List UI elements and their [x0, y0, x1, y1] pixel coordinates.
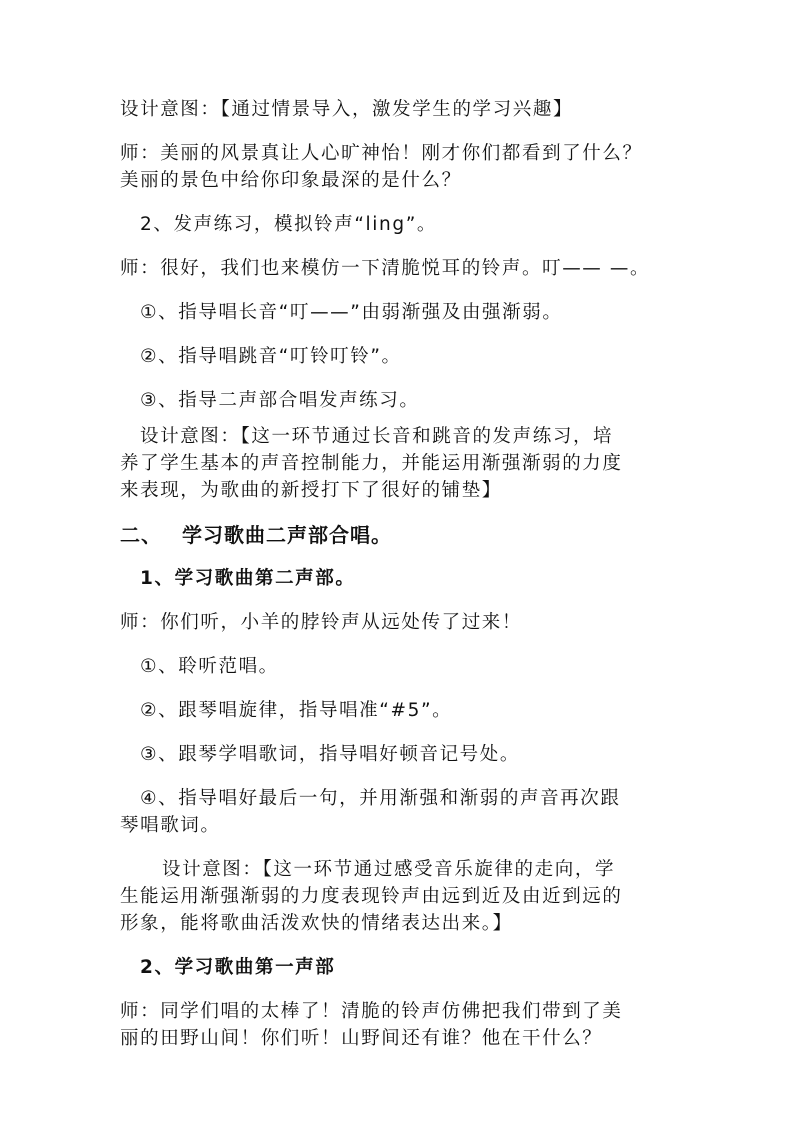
sub-step-last-phrase-cont: 琴唱歌词。	[120, 815, 221, 836]
teacher-line-4: 师：同学们唱的太棒了！清脆的铃声仿佛把我们带到了美	[120, 1001, 623, 1022]
step-2-first-part: 2、学习歌曲第一声部	[140, 957, 336, 978]
design-intent-2-cont-2: 来表现，为歌曲的新授打下了很好的铺垫】	[120, 480, 502, 501]
section-title: 学习歌曲二声部合唱。	[182, 523, 392, 547]
design-intent-2: 设计意图：【这一环节通过长音和跳音的发声练习，培	[140, 426, 614, 447]
teacher-line-1-cont: 美丽的景色中给你印象最深的是什么？	[120, 170, 462, 191]
design-intent-3: 设计意图：【这一环节通过感受音乐旋律的走向，学	[162, 859, 616, 880]
sub-step-1: ①、指导唱长音“叮——”由弱渐强及由强渐弱。	[140, 302, 563, 323]
design-intent-3-cont-2: 形象，能将歌曲活泼欢快的情绪表达出来。】	[120, 913, 513, 934]
teacher-line-4-cont: 丽的田野山间！你们听！山野间还有谁？他在干什么？	[120, 1028, 603, 1049]
sub-step-3: ③、指导二声部合唱发声练习。	[140, 390, 420, 411]
sub-step-melody: ②、跟琴唱旋律，指导唱准“#5”。	[140, 700, 453, 721]
section-number: 二、	[120, 523, 162, 547]
teacher-line-2: 师：很好，我们也来模仿一下清脆悦耳的铃声。叮—— —。	[120, 258, 651, 279]
step-1-second-part: 1、学习歌曲第二声部。	[140, 568, 356, 589]
sub-step-lyrics: ③、跟琴学唱歌词，指导唱好顿音记号处。	[140, 744, 520, 765]
sub-step-last-phrase: ④、指导唱好最后一句，并用渐强和渐弱的声音再次跟	[140, 788, 621, 809]
teacher-line-3: 师：你们听，小羊的脖铃声从远处传了过来！	[120, 612, 523, 633]
design-intent-2-cont-1: 养了学生基本的声音控制能力，并能运用渐强渐弱的力度	[120, 453, 623, 474]
design-intent-1: 设计意图：【通过情景导入，激发学生的学习兴趣】	[120, 99, 574, 120]
section-heading-2	[120, 522, 392, 548]
sub-step-2: ②、指导唱跳音“叮铃叮铃”。	[140, 346, 402, 367]
sub-step-listen: ①、聆听范唱。	[140, 656, 279, 677]
teacher-line-1: 师：美丽的风景真让人心旷神怡！刚才你们都看到了什么？	[120, 143, 643, 164]
design-intent-3-cont-1: 生能运用渐强渐弱的力度表现铃声由远到近及由近到远的	[120, 886, 623, 907]
step-2-vocal-practice: 2、发声练习，模拟铃声“ling”。	[140, 214, 437, 235]
